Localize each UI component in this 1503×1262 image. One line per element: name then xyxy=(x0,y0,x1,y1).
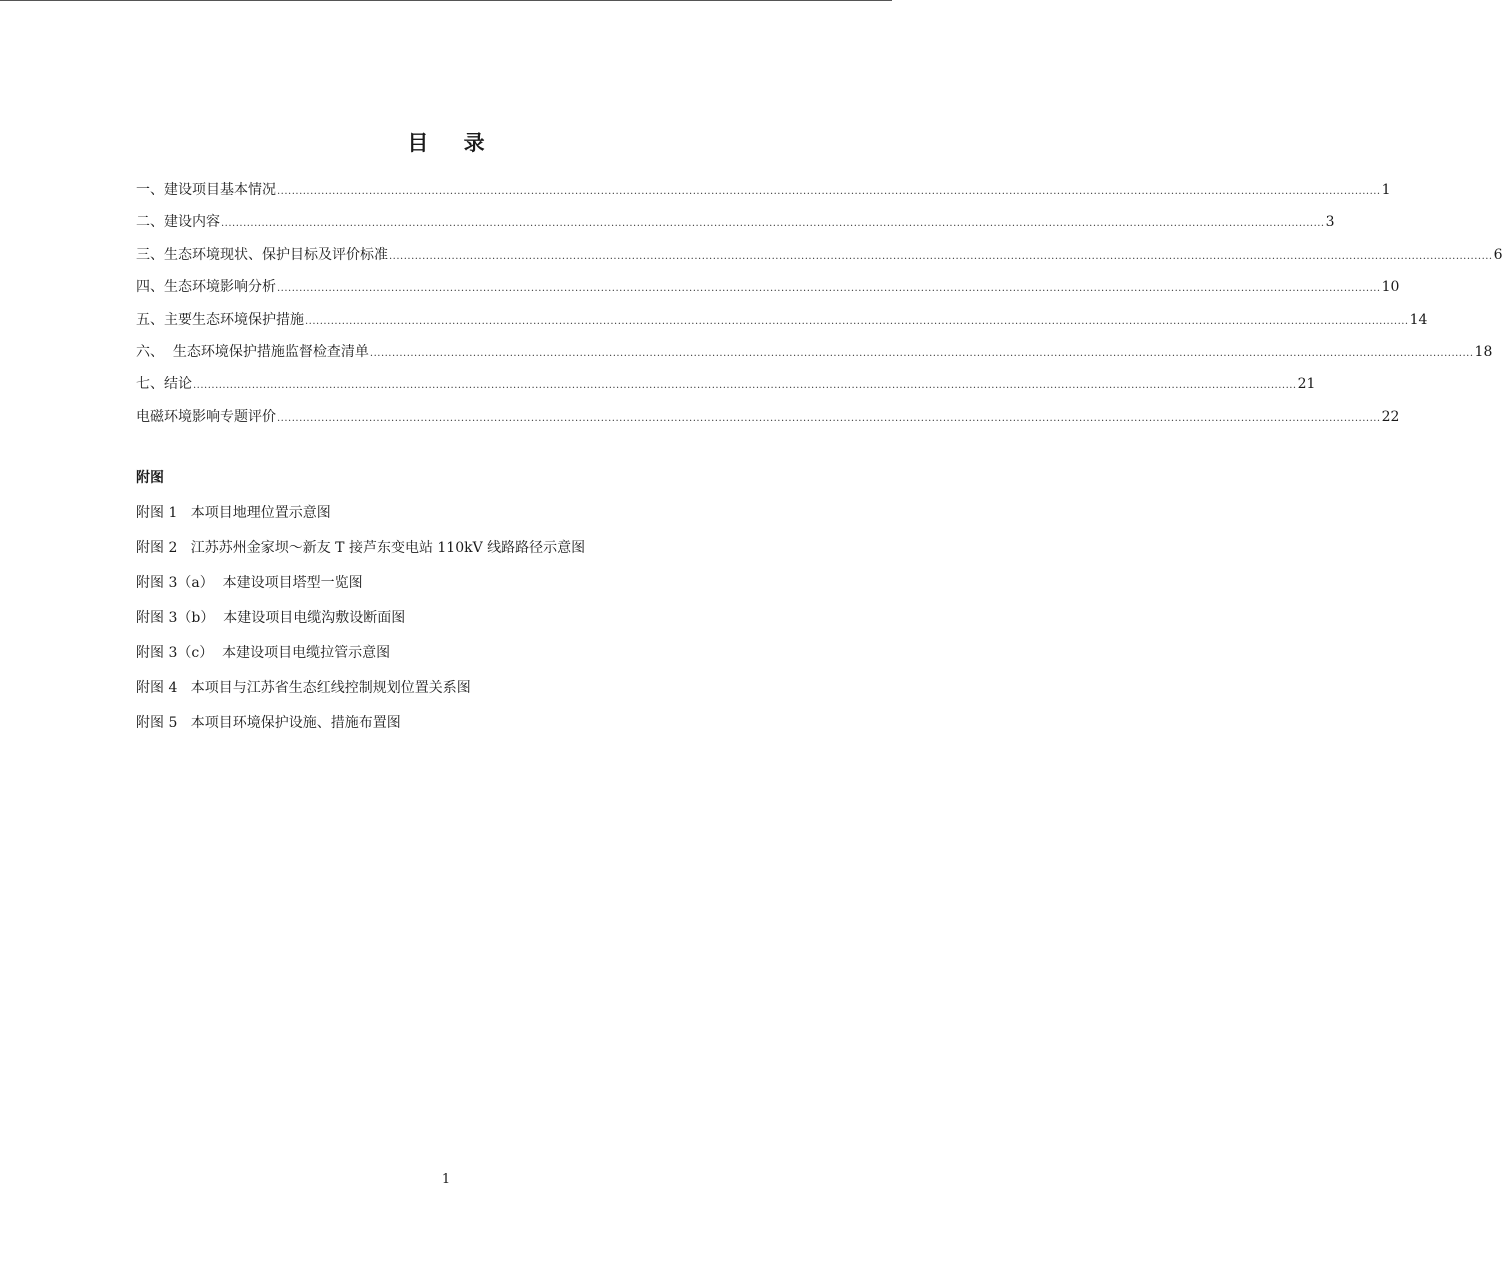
toc-leader-dots: ............................................................................................................................................................................................................................................................................................................ xyxy=(277,283,1381,295)
toc-entry-label: 三、生态环境现状、保护目标及评价标准 xyxy=(136,246,388,263)
toc-entry-label: 电磁环境影响专题评价 xyxy=(136,408,276,425)
toc-entry[interactable] xyxy=(136,405,1400,437)
appendix-item: 附图 3（a） 本建设项目塔型一览图 xyxy=(136,575,363,591)
toc-entry-page: 18 xyxy=(1474,343,1493,360)
toc-leader-dots: ............................................................................................................................................................................................................................................................................................................ xyxy=(193,380,1297,392)
appendix-item: 附图 1 本项目地理位置示意图 xyxy=(136,505,331,521)
toc-leader-dots: ............................................................................................................................................................................................................................................................................................................ xyxy=(277,186,1381,197)
appendix-heading: 附图 xyxy=(136,470,164,486)
toc-entry[interactable] xyxy=(136,372,1316,404)
toc-leader-dots: ............................................................................................................................................................................................................................................................................................................ xyxy=(221,218,1325,230)
toc-leader-dots: ............................................................................................................................................................................................................................................................................................................ xyxy=(389,250,1493,262)
toc-entry[interactable] xyxy=(136,210,1335,242)
page-title: 目 录 xyxy=(407,130,499,155)
toc-entry-page: 21 xyxy=(1297,376,1316,393)
toc-entry-page: 22 xyxy=(1381,408,1400,425)
appendix-item: 附图 5 本项目环境保护设施、措施布置图 xyxy=(136,715,401,731)
appendix-item: 附图 2 江苏苏州金家坝～新友 T 接芦东变电站 110kV 线路路径示意图 xyxy=(136,540,586,556)
toc-entry-label: 六、 生态环境保护措施监督检查清单 xyxy=(136,343,369,360)
toc-entry-page: 14 xyxy=(1409,311,1428,328)
toc-entry-label: 七、结论 xyxy=(136,376,192,393)
toc-entry[interactable] xyxy=(136,275,1400,307)
toc-leader-dots: ............................................................................................................................................................................................................................................................................................................ xyxy=(369,347,1474,359)
toc-entry-page: 6 xyxy=(1493,246,1503,263)
page-top-border xyxy=(0,0,892,1)
toc-entry[interactable] xyxy=(136,243,1503,275)
toc-entry[interactable] xyxy=(136,340,1493,372)
appendix-item: 附图 3（c） 本建设项目电缆拉管示意图 xyxy=(136,645,391,661)
toc-entry[interactable] xyxy=(136,178,1391,210)
page-number: 1 xyxy=(441,1172,451,1187)
toc-entry-page: 10 xyxy=(1381,279,1400,296)
toc-leader-dots: ............................................................................................................................................................................................................................................................................................................ xyxy=(305,315,1409,327)
toc-entry[interactable] xyxy=(136,308,1428,340)
toc-entry-page: 3 xyxy=(1325,214,1335,231)
appendix-item: 附图 3（b） 本建设项目电缆沟敷设断面图 xyxy=(136,610,406,626)
toc-entry-label: 二、建设内容 xyxy=(136,214,220,231)
toc-entry-page: 1 xyxy=(1381,182,1391,198)
toc-leader-dots: ............................................................................................................................................................................................................................................................................................................ xyxy=(277,412,1381,424)
table-of-contents xyxy=(136,178,1503,437)
appendix-item: 附图 4 本项目与江苏省生态红线控制规划位置关系图 xyxy=(136,680,471,696)
toc-entry-label: 一、建设项目基本情况 xyxy=(136,182,276,198)
toc-entry-label: 四、生态环境影响分析 xyxy=(136,279,276,296)
toc-entry-label: 五、主要生态环境保护措施 xyxy=(136,311,304,328)
appendix-list xyxy=(136,501,776,746)
